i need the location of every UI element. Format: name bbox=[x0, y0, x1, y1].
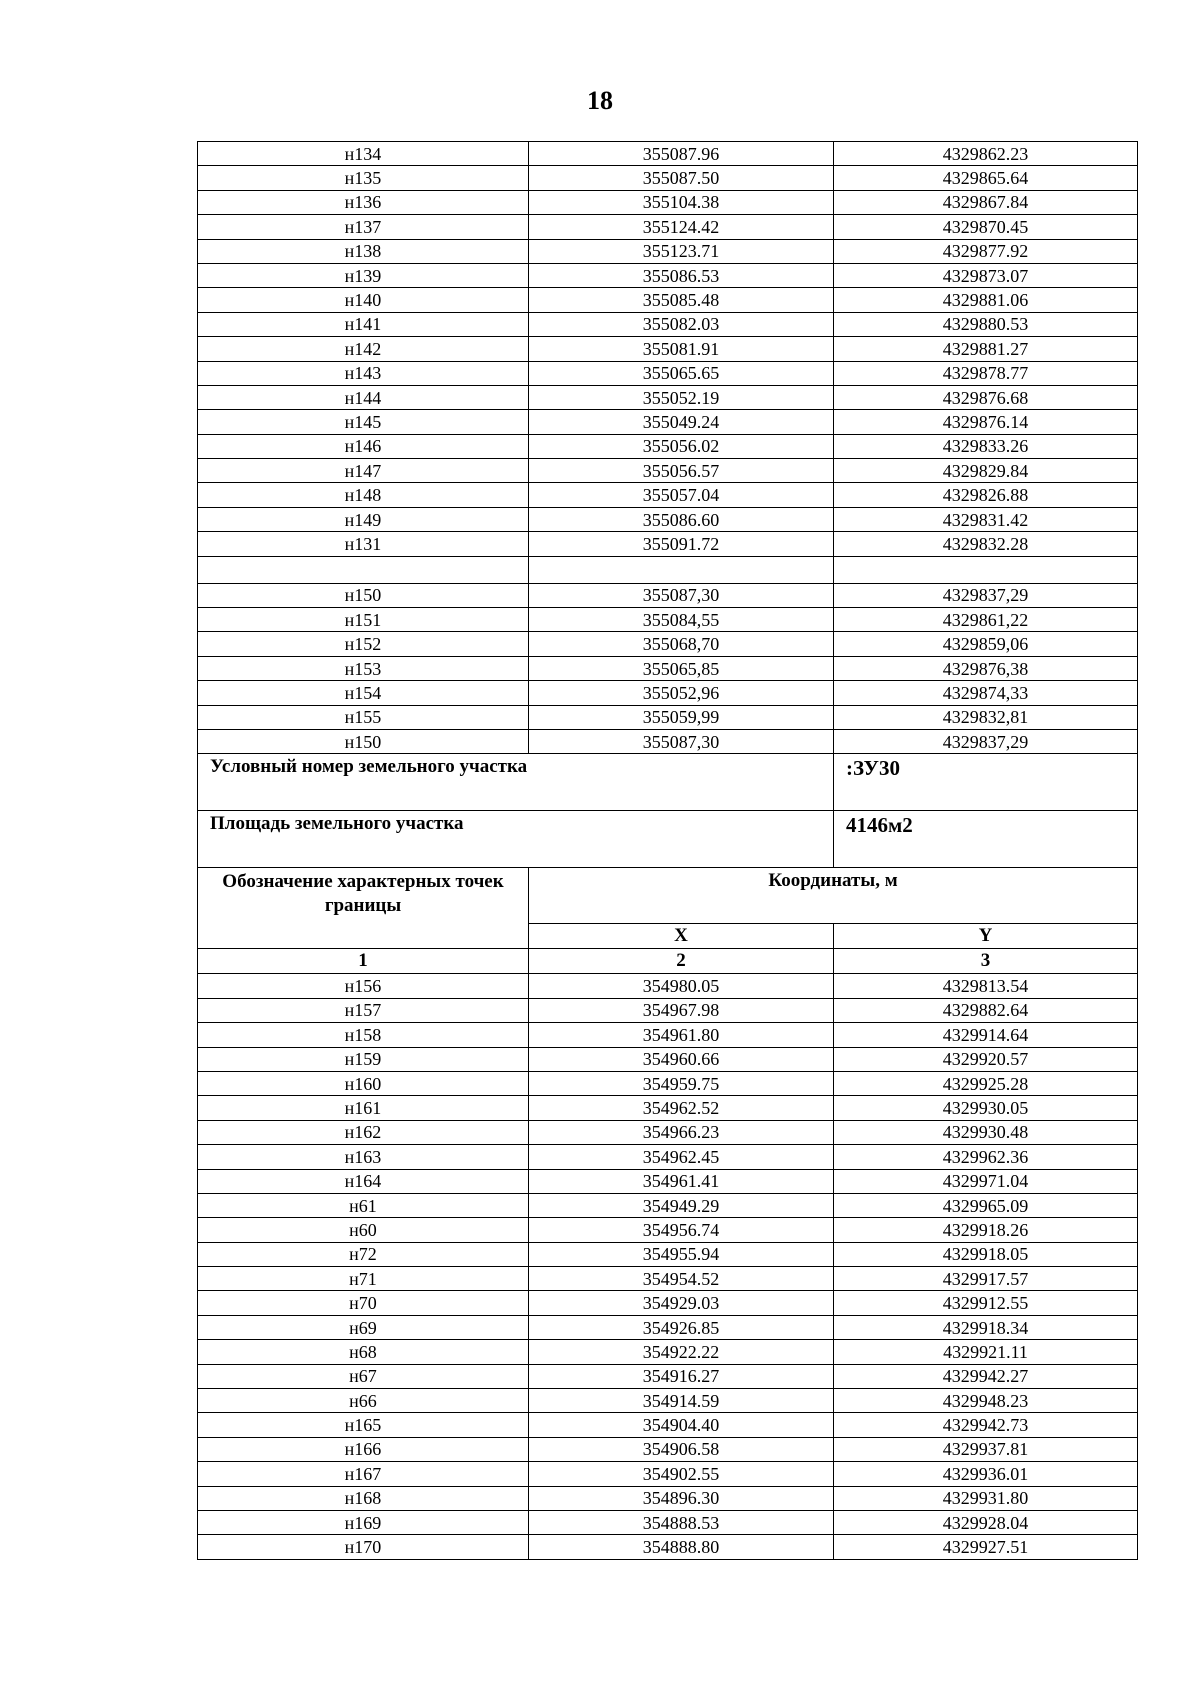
y-coordinate-cell: 4329859,06 bbox=[834, 632, 1138, 656]
x-coordinate-cell: 355086.60 bbox=[529, 507, 834, 531]
y-coordinate-cell: 4329865.64 bbox=[834, 166, 1138, 190]
x-coordinate-cell: 354956.74 bbox=[529, 1218, 834, 1242]
point-id-cell: н149 bbox=[198, 507, 529, 531]
x-coordinate-cell: 355049.24 bbox=[529, 410, 834, 434]
point-id-cell: н141 bbox=[198, 312, 529, 336]
y-coordinate-cell: 4329831.42 bbox=[834, 507, 1138, 531]
table-row bbox=[198, 190, 1138, 214]
x-coordinate-cell: 355087,30 bbox=[529, 583, 834, 607]
y-coordinate-cell: 4329918.05 bbox=[834, 1242, 1138, 1266]
x-coordinate-cell: 355056.02 bbox=[529, 434, 834, 458]
x-coordinate-cell: 354961.41 bbox=[529, 1169, 834, 1193]
table-row bbox=[198, 608, 1138, 632]
y-coordinate-cell: 4329936.01 bbox=[834, 1462, 1138, 1486]
table-row bbox=[198, 1535, 1138, 1559]
x-coordinate-cell: 355082.03 bbox=[529, 312, 834, 336]
table-row bbox=[198, 142, 1138, 166]
y-coordinate-cell: 4329813.54 bbox=[834, 974, 1138, 998]
x-coordinate-cell: 355084,55 bbox=[529, 608, 834, 632]
y-coordinate-cell: 4329826.88 bbox=[834, 483, 1138, 507]
x-coordinate-cell: 354914.59 bbox=[529, 1389, 834, 1413]
y-coordinate-cell: 4329965.09 bbox=[834, 1193, 1138, 1217]
point-id-cell: н166 bbox=[198, 1437, 529, 1461]
x-coordinate-cell: 355104.38 bbox=[529, 190, 834, 214]
point-id-cell: н135 bbox=[198, 166, 529, 190]
point-id-cell: н154 bbox=[198, 681, 529, 705]
point-id-cell: н136 bbox=[198, 190, 529, 214]
header-point-column: Обозначение характерных точек границы bbox=[198, 868, 529, 949]
y-coordinate-cell: 4329918.26 bbox=[834, 1218, 1138, 1242]
y-coordinate-cell: 4329832,81 bbox=[834, 705, 1138, 729]
y-coordinate-cell: 4329948.23 bbox=[834, 1389, 1138, 1413]
table-row bbox=[198, 1389, 1138, 1413]
y-coordinate-cell: 4329937.81 bbox=[834, 1437, 1138, 1461]
y-coordinate-cell: 4329837,29 bbox=[834, 583, 1138, 607]
table-row bbox=[198, 998, 1138, 1022]
table-row bbox=[198, 483, 1138, 507]
x-coordinate-cell: 355086.53 bbox=[529, 263, 834, 287]
y-coordinate-cell: 4329971.04 bbox=[834, 1169, 1138, 1193]
table-row bbox=[198, 288, 1138, 312]
x-coordinate-cell: 355059,99 bbox=[529, 705, 834, 729]
table-row bbox=[198, 1023, 1138, 1047]
table-row bbox=[198, 681, 1138, 705]
x-coordinate-cell: 354922.22 bbox=[529, 1340, 834, 1364]
point-id-cell: н160 bbox=[198, 1071, 529, 1095]
table-row bbox=[198, 1437, 1138, 1461]
table-row bbox=[198, 1218, 1138, 1242]
x-coordinate-cell: 355068,70 bbox=[529, 632, 834, 656]
table-row bbox=[198, 385, 1138, 409]
x-coordinate-cell: 354926.85 bbox=[529, 1315, 834, 1339]
y-coordinate-cell: 4329876,38 bbox=[834, 656, 1138, 680]
x-coordinate-cell: 354902.55 bbox=[529, 1462, 834, 1486]
table-row bbox=[198, 166, 1138, 190]
table-row bbox=[198, 532, 1138, 556]
y-coordinate-cell: 4329931.80 bbox=[834, 1486, 1138, 1510]
y-coordinate-cell: 4329930.05 bbox=[834, 1096, 1138, 1120]
point-id-cell: н70 bbox=[198, 1291, 529, 1315]
x-coordinate-cell: 355085.48 bbox=[529, 288, 834, 312]
x-coordinate-cell: 355124.42 bbox=[529, 215, 834, 239]
table-row bbox=[198, 1315, 1138, 1339]
x-coordinate-cell: 354961.80 bbox=[529, 1023, 834, 1047]
y-coordinate-cell: 4329880.53 bbox=[834, 312, 1138, 336]
point-id-cell: н155 bbox=[198, 705, 529, 729]
x-coordinate-cell: 354962.45 bbox=[529, 1145, 834, 1169]
x-coordinate-cell: 354967.98 bbox=[529, 998, 834, 1022]
x-coordinate-cell: 354962.52 bbox=[529, 1096, 834, 1120]
table-row bbox=[198, 729, 1138, 753]
y-coordinate-cell: 4329873.07 bbox=[834, 263, 1138, 287]
y-coordinate-cell: 4329874,33 bbox=[834, 681, 1138, 705]
table-row bbox=[198, 1071, 1138, 1095]
point-id-cell: н69 bbox=[198, 1315, 529, 1339]
x-coordinate-cell: 354959.75 bbox=[529, 1071, 834, 1095]
table-row bbox=[198, 1242, 1138, 1266]
point-id-cell: н148 bbox=[198, 483, 529, 507]
rows-mid bbox=[198, 583, 1138, 754]
table-row bbox=[198, 705, 1138, 729]
table-row bbox=[198, 583, 1138, 607]
y-coordinate-cell: 4329870.45 bbox=[834, 215, 1138, 239]
point-id-cell: н158 bbox=[198, 1023, 529, 1047]
coordinates-table bbox=[197, 141, 1138, 1560]
x-coordinate-cell: 355087,30 bbox=[529, 729, 834, 753]
y-coordinate-cell: 4329878.77 bbox=[834, 361, 1138, 385]
point-id-cell: н145 bbox=[198, 410, 529, 434]
y-coordinate-cell: 4329942.73 bbox=[834, 1413, 1138, 1437]
y-coordinate-cell: 4329928.04 bbox=[834, 1510, 1138, 1534]
x-coordinate-cell: 354980.05 bbox=[529, 974, 834, 998]
parcel-area-row bbox=[198, 811, 1138, 868]
x-coordinate-cell: 355081.91 bbox=[529, 337, 834, 361]
table-row bbox=[198, 1462, 1138, 1486]
y-coordinate-cell: 4329881.06 bbox=[834, 288, 1138, 312]
point-id-cell: н138 bbox=[198, 239, 529, 263]
point-id-cell: н169 bbox=[198, 1510, 529, 1534]
y-coordinate-cell: 4329925.28 bbox=[834, 1071, 1138, 1095]
x-coordinate-cell: 354960.66 bbox=[529, 1047, 834, 1071]
point-id-cell: н153 bbox=[198, 656, 529, 680]
table-row bbox=[198, 1193, 1138, 1217]
y-coordinate-cell: 4329942.27 bbox=[834, 1364, 1138, 1388]
x-coordinate-cell: 354906.58 bbox=[529, 1437, 834, 1461]
x-coordinate-cell: 355091.72 bbox=[529, 532, 834, 556]
table-row bbox=[198, 337, 1138, 361]
x-coordinate-cell: 354896.30 bbox=[529, 1486, 834, 1510]
parcel-info bbox=[198, 754, 1138, 974]
x-coordinate-cell: 355057.04 bbox=[529, 483, 834, 507]
table-row bbox=[198, 434, 1138, 458]
y-coordinate-cell: 4329882.64 bbox=[834, 998, 1138, 1022]
point-id-cell: н150 bbox=[198, 729, 529, 753]
parcel-area-value: 4146м2 bbox=[834, 811, 1138, 868]
point-id-cell: н134 bbox=[198, 142, 529, 166]
y-coordinate-cell: 4329876.14 bbox=[834, 410, 1138, 434]
table-row bbox=[198, 1096, 1138, 1120]
table-row bbox=[198, 361, 1138, 385]
column-number-1: 1 bbox=[198, 949, 529, 974]
x-coordinate-cell: 355087.96 bbox=[529, 142, 834, 166]
table-row bbox=[198, 1047, 1138, 1071]
point-id-cell: н150 bbox=[198, 583, 529, 607]
table-row bbox=[198, 312, 1138, 336]
point-id-cell: н61 bbox=[198, 1193, 529, 1217]
parcel-area-label: Площадь земельного участка bbox=[198, 811, 834, 868]
y-coordinate-cell: 4329832.28 bbox=[834, 532, 1138, 556]
column-numbers-row bbox=[198, 949, 1138, 974]
point-id-cell: н131 bbox=[198, 532, 529, 556]
blank-row bbox=[198, 556, 1138, 583]
y-coordinate-cell: 4329877.92 bbox=[834, 239, 1138, 263]
x-coordinate-cell: 355087.50 bbox=[529, 166, 834, 190]
x-coordinate-cell: 354916.27 bbox=[529, 1364, 834, 1388]
x-coordinate-cell: 354955.94 bbox=[529, 1242, 834, 1266]
x-coordinate-cell: 354949.29 bbox=[529, 1193, 834, 1217]
x-coordinate-cell: 355052.19 bbox=[529, 385, 834, 409]
table-row bbox=[198, 1413, 1138, 1437]
y-coordinate-cell: 4329833.26 bbox=[834, 434, 1138, 458]
y-coordinate-cell: 4329862.23 bbox=[834, 142, 1138, 166]
table-row bbox=[198, 1169, 1138, 1193]
y-coordinate-cell: 4329912.55 bbox=[834, 1291, 1138, 1315]
table-row bbox=[198, 656, 1138, 680]
y-coordinate-cell: 4329876.68 bbox=[834, 385, 1138, 409]
x-coordinate-cell: 355065.65 bbox=[529, 361, 834, 385]
table-row bbox=[198, 1291, 1138, 1315]
header-y: Y bbox=[834, 924, 1138, 949]
point-id-cell: н143 bbox=[198, 361, 529, 385]
table-row bbox=[198, 459, 1138, 483]
x-coordinate-cell: 354929.03 bbox=[529, 1291, 834, 1315]
table-row bbox=[198, 410, 1138, 434]
y-coordinate-cell: 4329861,22 bbox=[834, 608, 1138, 632]
point-id-cell: н165 bbox=[198, 1413, 529, 1437]
x-coordinate-cell: 354966.23 bbox=[529, 1120, 834, 1144]
y-coordinate-cell: 4329829.84 bbox=[834, 459, 1138, 483]
point-id-cell: н142 bbox=[198, 337, 529, 361]
rows-top bbox=[198, 142, 1138, 557]
point-id-cell: н140 bbox=[198, 288, 529, 312]
y-coordinate-cell: 4329837,29 bbox=[834, 729, 1138, 753]
point-id-cell: н162 bbox=[198, 1120, 529, 1144]
table-row bbox=[198, 1364, 1138, 1388]
point-id-cell: н60 bbox=[198, 1218, 529, 1242]
point-id-cell: н163 bbox=[198, 1145, 529, 1169]
y-coordinate-cell: 4329920.57 bbox=[834, 1047, 1138, 1071]
point-id-cell: н168 bbox=[198, 1486, 529, 1510]
x-coordinate-cell: 354954.52 bbox=[529, 1267, 834, 1291]
column-number-2: 2 bbox=[529, 949, 834, 974]
point-id-cell: н167 bbox=[198, 1462, 529, 1486]
header-x: X bbox=[529, 924, 834, 949]
table-row bbox=[198, 507, 1138, 531]
point-id-cell: н147 bbox=[198, 459, 529, 483]
point-id-cell: н164 bbox=[198, 1169, 529, 1193]
point-id-cell: н157 bbox=[198, 998, 529, 1022]
point-id-cell: н161 bbox=[198, 1096, 529, 1120]
point-id-cell: н146 bbox=[198, 434, 529, 458]
point-id-cell: н137 bbox=[198, 215, 529, 239]
x-coordinate-cell: 355056.57 bbox=[529, 459, 834, 483]
point-id-cell: н67 bbox=[198, 1364, 529, 1388]
y-coordinate-cell: 4329927.51 bbox=[834, 1535, 1138, 1559]
table-row bbox=[198, 1340, 1138, 1364]
y-coordinate-cell: 4329930.48 bbox=[834, 1120, 1138, 1144]
y-coordinate-cell: 4329921.11 bbox=[834, 1340, 1138, 1364]
parcel-number-label: Условный номер земельного участка bbox=[198, 754, 834, 811]
x-coordinate-cell: 355123.71 bbox=[529, 239, 834, 263]
x-coordinate-cell: 355052,96 bbox=[529, 681, 834, 705]
blank-separator bbox=[198, 556, 1138, 583]
y-coordinate-cell: 4329914.64 bbox=[834, 1023, 1138, 1047]
table-row bbox=[198, 239, 1138, 263]
column-number-3: 3 bbox=[834, 949, 1138, 974]
point-id-cell: н170 bbox=[198, 1535, 529, 1559]
table-row bbox=[198, 1145, 1138, 1169]
point-id-cell: н159 bbox=[198, 1047, 529, 1071]
table-row bbox=[198, 632, 1138, 656]
table-row bbox=[198, 215, 1138, 239]
rows-bottom bbox=[198, 974, 1138, 1559]
header-coordinates: Координаты, м bbox=[529, 868, 1138, 924]
x-coordinate-cell: 355065,85 bbox=[529, 656, 834, 680]
parcel-number-row bbox=[198, 754, 1138, 811]
point-id-cell: н151 bbox=[198, 608, 529, 632]
table-row bbox=[198, 1486, 1138, 1510]
point-id-cell: н66 bbox=[198, 1389, 529, 1413]
y-coordinate-cell: 4329917.57 bbox=[834, 1267, 1138, 1291]
table-row bbox=[198, 263, 1138, 287]
point-id-cell: н152 bbox=[198, 632, 529, 656]
table-header-row bbox=[198, 868, 1138, 924]
parcel-number-value: :ЗУ30 bbox=[834, 754, 1138, 811]
point-id-cell: н144 bbox=[198, 385, 529, 409]
point-id-cell: н72 bbox=[198, 1242, 529, 1266]
table-row bbox=[198, 974, 1138, 998]
table-row bbox=[198, 1510, 1138, 1534]
x-coordinate-cell: 354888.80 bbox=[529, 1535, 834, 1559]
table-row bbox=[198, 1267, 1138, 1291]
y-coordinate-cell: 4329918.34 bbox=[834, 1315, 1138, 1339]
x-coordinate-cell: 354904.40 bbox=[529, 1413, 834, 1437]
point-id-cell: н156 bbox=[198, 974, 529, 998]
y-coordinate-cell: 4329962.36 bbox=[834, 1145, 1138, 1169]
table-row bbox=[198, 1120, 1138, 1144]
y-coordinate-cell: 4329881.27 bbox=[834, 337, 1138, 361]
page-number: 18 bbox=[587, 86, 613, 115]
point-id-cell: н68 bbox=[198, 1340, 529, 1364]
point-id-cell: н71 bbox=[198, 1267, 529, 1291]
y-coordinate-cell: 4329867.84 bbox=[834, 190, 1138, 214]
point-id-cell: н139 bbox=[198, 263, 529, 287]
x-coordinate-cell: 354888.53 bbox=[529, 1510, 834, 1534]
